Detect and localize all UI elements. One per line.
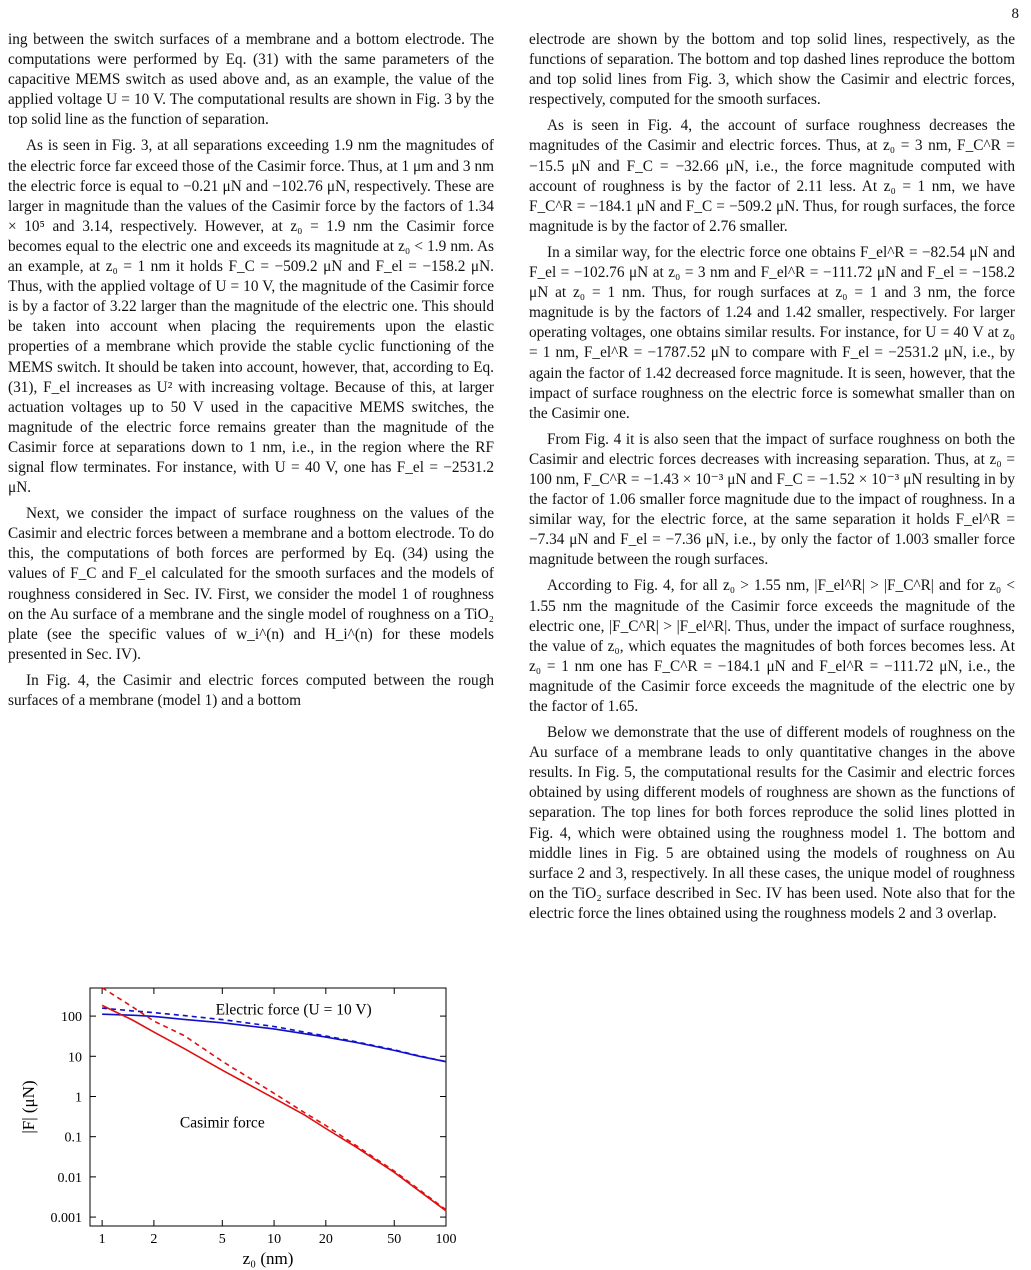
right-paragraph-4: From Fig. 4 it is also seen that the impact of surface roughness on both the Casimir and electric forces decreases with increasing separation. Thus, at z₀ = 100 nm, F_C^R = −1.43 × 10⁻³ μN and F_C = −1.52 × 10⁻³ μN resulting in by the factor of 1.06 smaller force magnitude due to the impact of roughness. In a similar way, for the electric force, at the same separation it holds F_el^R = −7.34 μN and F_el = −7.36 μN, i.e., by only the factor of 1.003 smaller force magnitude between the rough surfaces. (529, 430, 1015, 569)
series-line-3 (102, 1005, 446, 1210)
chart-annotation-2: Casimir force (179, 1114, 265, 1132)
y-tick-label: 0.1 (64, 1130, 82, 1146)
right-paragraph-2: As is seen in Fig. 4, the account of surface roughness decreases the magnitudes of the Casimir and electric forces. Thus, at z₀ = 3 nm, F_C^R = −15.5 μN and F_C = −32.66 μN, i.e., the force magnitude computed with account of roughness is by the factor of 2.11 less. At z₀ = 1 nm, we have F_C^R = −184.1 μN and F_C = −509.2 μN. Thus, for rough surfaces, the force magnitude is by the factor of 2.76 smaller. (529, 117, 1015, 235)
series-line-1 (102, 1014, 446, 1061)
force-chart (0, 982, 470, 1270)
left-paragraph-1: ing between the switch surfaces of a membrane and a bottom electrode. The computations were performed by Eq. (31) with the same parameters of the capacitive MEMS switch as used above and, as an example, the value of the applied voltage U = 10 V. The computational results are shown in Fig. 3 by the top solid line as the function of separation. (8, 31, 494, 129)
page-number: 8 (1011, 6, 1019, 22)
right-paragraph-6: Below we demonstrate that the use of different models of roughness on the Au surface of a membrane leads to only quantitative changes in the above results. In Fig. 5, the computational results for the Casimir and electric forces obtained by using different models of roughness are shown as the functions of separation. The top lines for both forces reproduce the solid lines plotted in Fig. 4, which were obtained using the roughness model 1. The bottom and middle lines in Fig. 5 are obtained using the models of roughness on Au surface 2 and 3, respectively. In all these cases, the unique model of roughness on the TiO₂ surface described in Sec. IV has been used. Note also that for the electric force the lines obtained using the roughness models 2 and 3 overlap. (529, 724, 1015, 922)
y-axis-label: |F| (μN) (19, 1080, 38, 1134)
right-paragraph-3: In a similar way, for the electric force one obtains F_el^R = −82.54 μN and F_el = −102.76 μN at z₀ = 3 nm and F_el^R = −111.72 μN and F_el = −158.2 μN at z₀ = 1 nm. Thus, for rough surfaces at z₀ = 1 and 3 nm, the force magnitude is by the factors of 1.24 and 1.42 smaller, respectively. For larger operating voltages, one obtains similar results. For instance, for U = 40 V at z₀ = 1 nm, F_el^R = −1787.52 μN to compare with F_el = −2531.2 μN, i.e., by again the factor of 1.42 decreased force magnitude. It is seen, however, that the impact of surface roughness on the electric force is somewhat smaller than on the Casimir one. (529, 243, 1015, 422)
y-tick-label: 10 (68, 1050, 82, 1066)
x-tick-label: 5 (218, 1232, 226, 1247)
y-tick-label: 0.001 (50, 1211, 82, 1227)
y-tick-label: 0.01 (57, 1170, 82, 1186)
left-paragraph-4: In Fig. 4, the Casimir and electric forces computed between the rough surfaces of a membrane (model 1) and a bottom (8, 671, 494, 709)
x-tick-label: 100 (435, 1232, 457, 1247)
y-tick-label: 1 (75, 1090, 82, 1106)
left-column (8, 30, 494, 717)
plot-frame (90, 988, 446, 1226)
x-tick-label: 20 (318, 1232, 333, 1247)
y-tick-label: 100 (61, 1010, 82, 1026)
figure-4 (0, 982, 470, 1270)
x-tick-label: 10 (267, 1232, 282, 1247)
right-paragraph-1: electrode are shown by the bottom and top solid lines, respectively, as the functions of separation. The bottom and top dashed lines reproduce the bottom and top solid lines from Fig. 3, which show the Casimir and electric forces, respectively, computed for the smooth surfaces. (529, 31, 1015, 109)
x-axis-label: z₀ (nm) (242, 1249, 294, 1268)
x-tick-label: 1 (98, 1232, 106, 1247)
x-tick-label: 2 (150, 1232, 158, 1247)
x-tick-label: 50 (387, 1232, 402, 1247)
left-paragraph-2: As is seen in Fig. 3, at all separations exceeding 1.9 nm the magnitudes of the electric force far exceed those of the Casimir force. Thus, at 1 μm and 3 nm the electric force is equal to −0.21 μN and −102.76 μN, respectively. These are larger in magnitude than the values of the Casimir force by the factors of 1.34 × 10⁵ and 3.14, respectively. However, at z₀ = 1.9 nm the Casimir force becomes equal to the electric one and exceeds its magnitude at z₀ < 1.9 nm. As an example, at z₀ = 1 nm it holds F_C = −509.2 μN and F_el = −158.2 μN. Thus, with the applied voltage of U = 10 V, the magnitude of the Casimir force is by a factor of 3.22 larger than the magnitude of the electric one. This should be taken into account when placing the requirements upon the elastic properties of a membrane which provide the stable cyclic functioning of the MEMS switch. It should be taken into account, however, that, according to Eq. (31), F_el increases as U² with increasing voltage. Because of this, at larger actuation voltages up to 50 V used in the capacitive MEMS switches, the magnitude of the electric force remains greater than the magnitude of the Casimir force at separations down to 1 nm, i.e., in the region where the RF signal flow terminates. For instance, with U = 40 V, one has F_el = −2531.2 μN. (8, 137, 494, 497)
chart-annotation-1: Electric force (U = 10 V) (215, 1001, 372, 1019)
left-paragraph-3: Next, we consider the impact of surface roughness on the values of the Casimir and electric forces between a membrane and a bottom electrode. To do this, the computations of both forces are performed by Eq. (34) using the values of F_C and F_el calculated for the smooth surfaces and the models of roughness considered in Sec. IV. First, we consider the model 1 of roughness on the Au surface of a membrane and the single model of roughness on a TiO₂ plate (see the specific values of w_i^(n) and H_i^(n) for these models presented in Sec. IV). (8, 505, 494, 663)
right-column (529, 30, 1015, 930)
right-paragraph-5: According to Fig. 4, for all z₀ > 1.55 nm, |F_el^R| > |F_C^R| and for z₀ < 1.55 nm the magnitude of the Casimir force exceeds the magnitude of the electric one, |F_C^R| > |F_el^R|. Thus, under the impact of surface roughness, the value of z₀, which equates the magnitudes of both forces becomes less. At z₀ = 1 nm one has F_C^R = −184.1 μN and F_el^R = −111.72 μN, i.e., the magnitude of the Casimir force exceeds the magnitude of the electric one by the factor of 1.65. (529, 577, 1015, 715)
